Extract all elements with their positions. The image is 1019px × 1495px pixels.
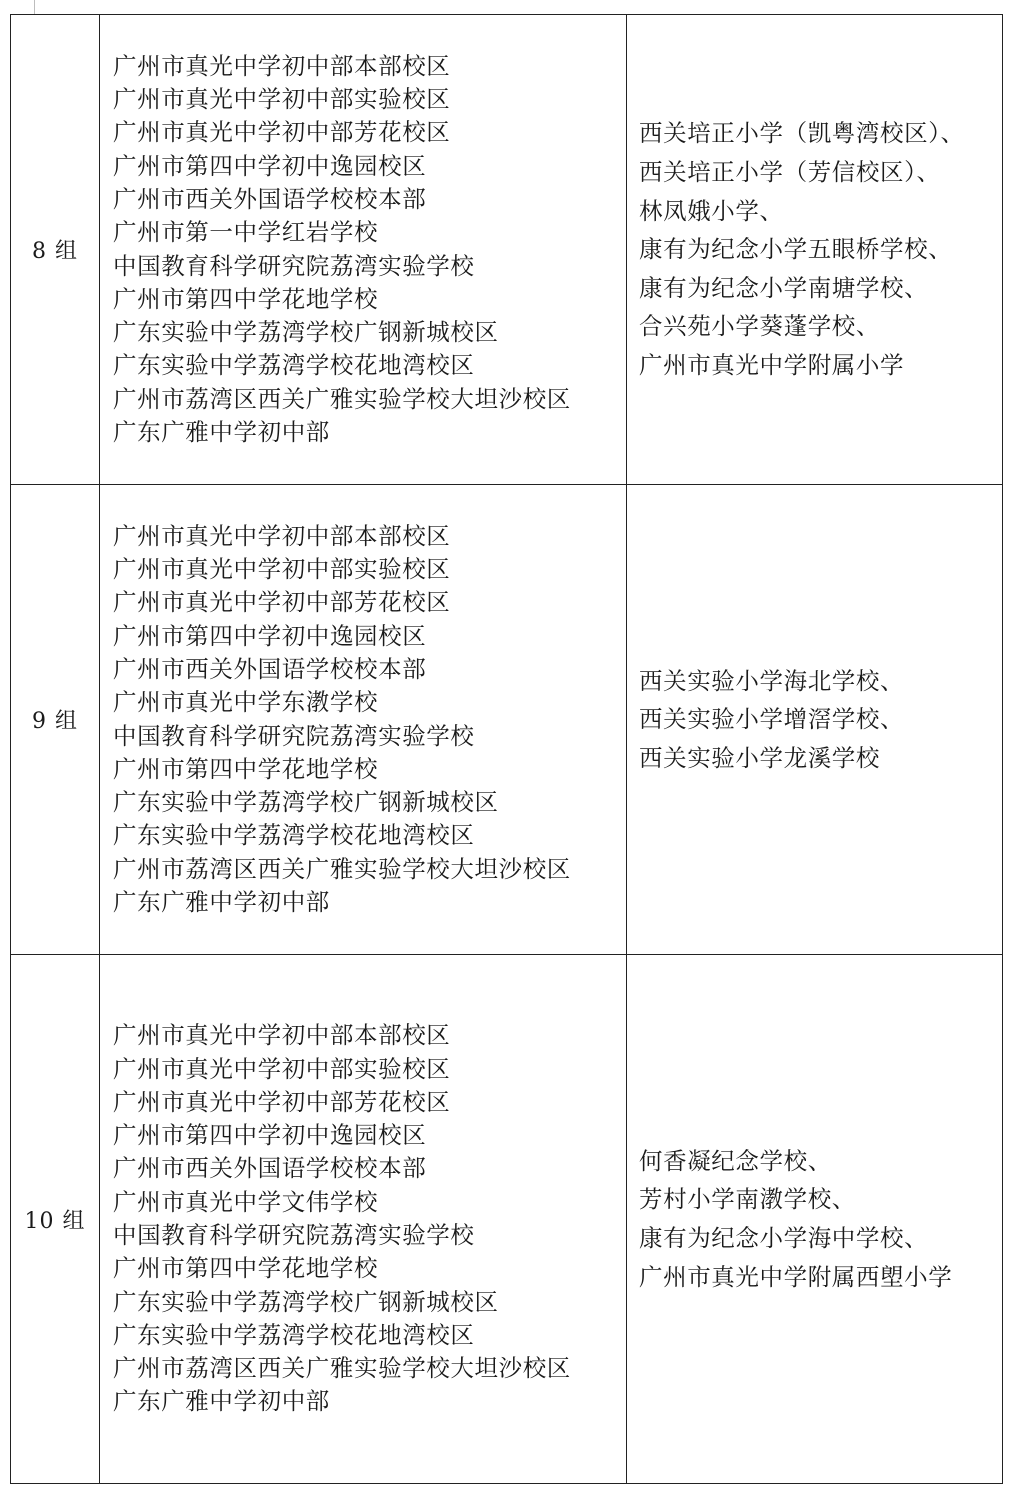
list-item: 广州市第四中学初中逸园校区 bbox=[113, 1121, 427, 1150]
list-item: 广州市第四中学花地学校 bbox=[113, 284, 379, 313]
middle-school-list bbox=[100, 520, 626, 920]
list-item: 广州市荔湾区西关广雅实验学校大坦沙校区 bbox=[113, 384, 571, 413]
list-item: 广州市荔湾区西关广雅实验学校大坦沙校区 bbox=[113, 1354, 571, 1383]
list-item: 广州市真光中学初中部实验校区 bbox=[113, 555, 451, 584]
primary-school-list-cell bbox=[627, 955, 1003, 1484]
table-row-group-9 bbox=[11, 485, 1003, 955]
middle-school-list-cell bbox=[100, 485, 627, 955]
primary-school-list-cell bbox=[627, 15, 1003, 485]
page-margin-mark bbox=[34, 0, 35, 14]
primary-school-list bbox=[627, 114, 1002, 384]
list-item: 中国教育科学研究院荔湾实验学校 bbox=[113, 251, 475, 280]
list-item: 广州市真光中学附属小学 bbox=[639, 350, 905, 379]
middle-school-list bbox=[100, 50, 626, 450]
list-item: 广州市西关外国语学校校本部 bbox=[113, 184, 427, 213]
list-item: 广州市真光中学东漖学校 bbox=[113, 688, 379, 717]
group-label: 8 组 bbox=[11, 15, 100, 485]
list-item: 康有为纪念小学五眼桥学校、 bbox=[639, 235, 953, 264]
list-item: 中国教育科学研究院荔湾实验学校 bbox=[113, 1221, 475, 1249]
list-item: 康有为纪念小学南塘学校、 bbox=[639, 273, 929, 302]
list-item: 广州市真光中学初中部本部校区 bbox=[113, 521, 451, 550]
list-item: 广州市真光中学初中部实验校区 bbox=[113, 85, 451, 114]
list-item: 广州市西关外国语学校校本部 bbox=[113, 654, 427, 683]
list-item: 广州市西关外国语学校校本部 bbox=[113, 1154, 427, 1183]
list-item: 广州市第四中学花地学校 bbox=[113, 1254, 379, 1283]
list-item: 广东广雅中学初中部 bbox=[113, 417, 330, 446]
middle-school-list-cell bbox=[100, 15, 627, 485]
list-item: 合兴苑小学葵蓬学校、 bbox=[639, 312, 880, 341]
list-item: 广东实验中学荔湾学校广钢新城校区 bbox=[113, 1287, 499, 1316]
list-item: 广东实验中学荔湾学校花地湾校区 bbox=[113, 1320, 475, 1349]
list-item: 广东广雅中学初中部 bbox=[113, 887, 330, 916]
list-item: 广东实验中学荔湾学校花地湾校区 bbox=[113, 821, 475, 850]
middle-school-list-cell bbox=[100, 955, 627, 1484]
list-item: 西关培正小学（芳信校区）、 bbox=[639, 158, 941, 187]
list-item: 中国教育科学研究院荔湾实验学校 bbox=[113, 721, 475, 750]
list-item: 西关实验小学增滘学校、 bbox=[639, 705, 905, 734]
list-item: 西关培正小学（凯粤湾校区）、 bbox=[639, 119, 965, 148]
list-item: 广州市第四中学初中逸园校区 bbox=[113, 621, 427, 650]
table-row-group-10 bbox=[11, 955, 1003, 1484]
table-body bbox=[11, 15, 1003, 1484]
list-item: 广州市第一中学红岩学校 bbox=[113, 218, 379, 247]
school-group-table bbox=[10, 14, 1003, 1484]
list-item: 广州市真光中学初中部实验校区 bbox=[113, 1054, 451, 1083]
group-label: 9 组 bbox=[11, 485, 100, 955]
list-item: 何香凝纪念学校、 bbox=[639, 1146, 832, 1175]
list-item: 广东实验中学荔湾学校花地湾校区 bbox=[113, 351, 475, 380]
list-item: 广州市真光中学初中部本部校区 bbox=[113, 51, 451, 80]
list-item: 广州市真光中学文伟学校 bbox=[113, 1187, 379, 1216]
list-item: 广州市荔湾区西关广雅实验学校大坦沙校区 bbox=[113, 854, 571, 883]
list-item: 广东广雅中学初中部 bbox=[113, 1387, 330, 1416]
primary-school-list bbox=[627, 1142, 1002, 1296]
list-item: 广州市真光中学附属西塱小学 bbox=[639, 1262, 953, 1291]
list-item: 广州市真光中学初中部本部校区 bbox=[113, 1021, 451, 1050]
list-item: 广州市真光中学初中部芳花校区 bbox=[113, 118, 451, 147]
middle-school-list bbox=[100, 1019, 626, 1419]
list-item: 西关实验小学海北学校、 bbox=[639, 666, 905, 695]
list-item: 广州市第四中学初中逸园校区 bbox=[113, 151, 427, 180]
group-label: 10 组 bbox=[11, 955, 100, 1484]
table-row-group-8 bbox=[11, 15, 1003, 485]
list-item: 广州市第四中学花地学校 bbox=[113, 754, 379, 783]
list-item: 西关实验小学龙溪学校 bbox=[639, 743, 880, 772]
list-item: 广东实验中学荔湾学校广钢新城校区 bbox=[113, 318, 499, 347]
list-item: 广州市真光中学初中部芳花校区 bbox=[113, 1087, 451, 1116]
primary-school-list bbox=[627, 662, 1002, 778]
list-item: 芳村小学南漖学校、 bbox=[639, 1185, 856, 1214]
list-item: 康有为纪念小学海中学校、 bbox=[639, 1224, 929, 1252]
primary-school-list-cell bbox=[627, 485, 1003, 955]
list-item: 林凤娥小学、 bbox=[639, 196, 784, 225]
list-item: 广东实验中学荔湾学校广钢新城校区 bbox=[113, 788, 499, 817]
list-item: 广州市真光中学初中部芳花校区 bbox=[113, 588, 451, 617]
